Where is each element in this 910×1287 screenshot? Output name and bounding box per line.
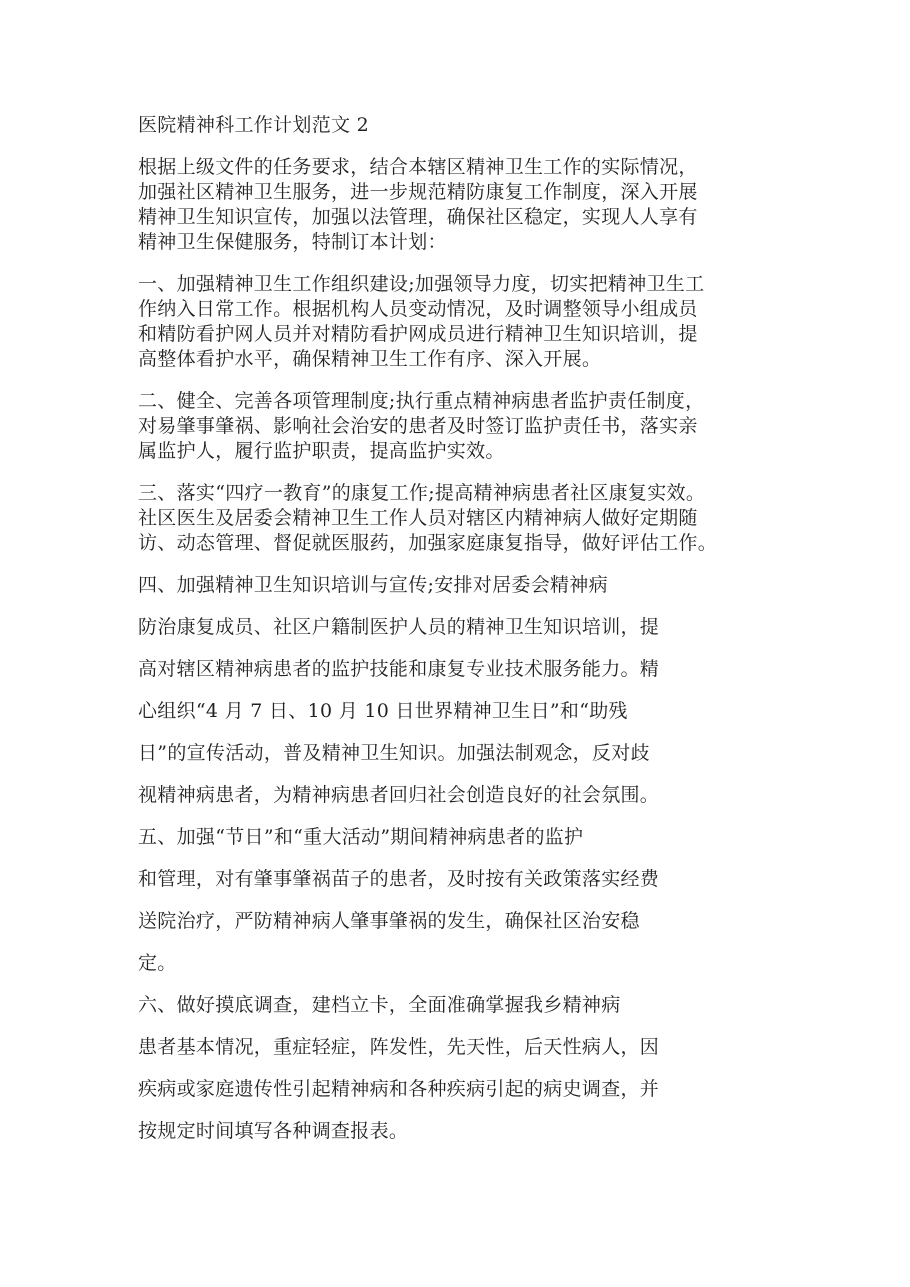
section6-line-3: 疾病或家庭遗传性引起精神病和各种疾病引起的病史调查，并	[138, 1078, 660, 1100]
section1-line-3: 和精防看护网人员并对精防看护网成员进行精神卫生知识培训，提	[138, 323, 698, 345]
section3-line-3: 访、动态管理、督促就医服药，加强家庭康复指导，做好评估工作。	[138, 532, 718, 554]
section6-line-4: 按规定时间填写各种调查报表。	[138, 1120, 409, 1142]
section4-line-6: 视精神病患者，为精神病患者回归社会创造良好的社会氛围。	[138, 784, 660, 806]
section5-line-1: 五、加强“节日”和“重大活动”期间精神病患者的监护	[138, 826, 584, 848]
section1-line-1: 一、加强精神卫生工作组织建设;加强领导力度，切实把精神卫生工	[138, 273, 705, 295]
intro-line-3: 精神卫生知识宣传，加强以法管理，确保社区稳定，实现人人享有	[138, 206, 698, 228]
section4-line-4: 心组织“4 月 7 日、10 月 10 日世界精神卫生日”和“助残	[138, 700, 628, 722]
section1-line-2: 作纳入日常工作。根据机构人员变动情况，及时调整领导小组成员	[138, 298, 698, 320]
section2-line-3: 属监护人，履行监护职责，提高监护实效。	[138, 440, 505, 462]
section3-line-2: 社区医生及居委会精神卫生工作人员对辖区内精神病人做好定期随	[138, 507, 698, 529]
intro-line-1: 根据上级文件的任务要求，结合本辖区精神卫生工作的实际情况，	[138, 156, 698, 178]
section4-line-1: 四、加强精神卫生知识培训与宣传;安排对居委会精神病	[138, 574, 608, 596]
intro-line-4: 精神卫生保健服务，特制订本计划：	[138, 231, 447, 253]
section4-line-5: 日”的宣传活动，普及精神卫生知识。加强法制观念，反对歧	[138, 742, 650, 764]
section5-line-3: 送院治疗，严防精神病人肇事肇祸的发生，确保社区治安稳	[138, 910, 640, 932]
section6-line-1: 六、做好摸底调查，建档立卡，全面准确掌握我乡精神病	[138, 994, 621, 1016]
section2-line-1: 二、健全、完善各项管理制度;执行重点精神病患者监护责任制度，	[138, 390, 705, 412]
section2-line-2: 对易肇事肇祸、影响社会治安的患者及时签订监护责任书，落实亲	[138, 415, 698, 437]
section5-line-4: 定。	[138, 952, 177, 974]
section3-line-1: 三、落实“四疗一教育”的康复工作;提高精神病患者社区康复实效。	[138, 482, 706, 504]
section4-line-3: 高对辖区精神病患者的监护技能和康复专业技术服务能力。精	[138, 658, 660, 680]
section1-line-4: 高整体看护水平，确保精神卫生工作有序、深入开展。	[138, 348, 602, 370]
section4-line-2: 防治康复成员、社区户籍制医护人员的精神卫生知识培训，提	[138, 616, 660, 638]
document-title: 医院精神科工作计划范文 2	[138, 114, 370, 136]
intro-line-2: 加强社区精神卫生服务，进一步规范精防康复工作制度，深入开展	[138, 181, 698, 203]
section6-line-2: 患者基本情况，重症轻症，阵发性，先天性，后天性病人，因	[138, 1036, 660, 1058]
section5-line-2: 和管理，对有肇事肇祸苗子的患者，及时按有关政策落实经费	[138, 868, 660, 890]
